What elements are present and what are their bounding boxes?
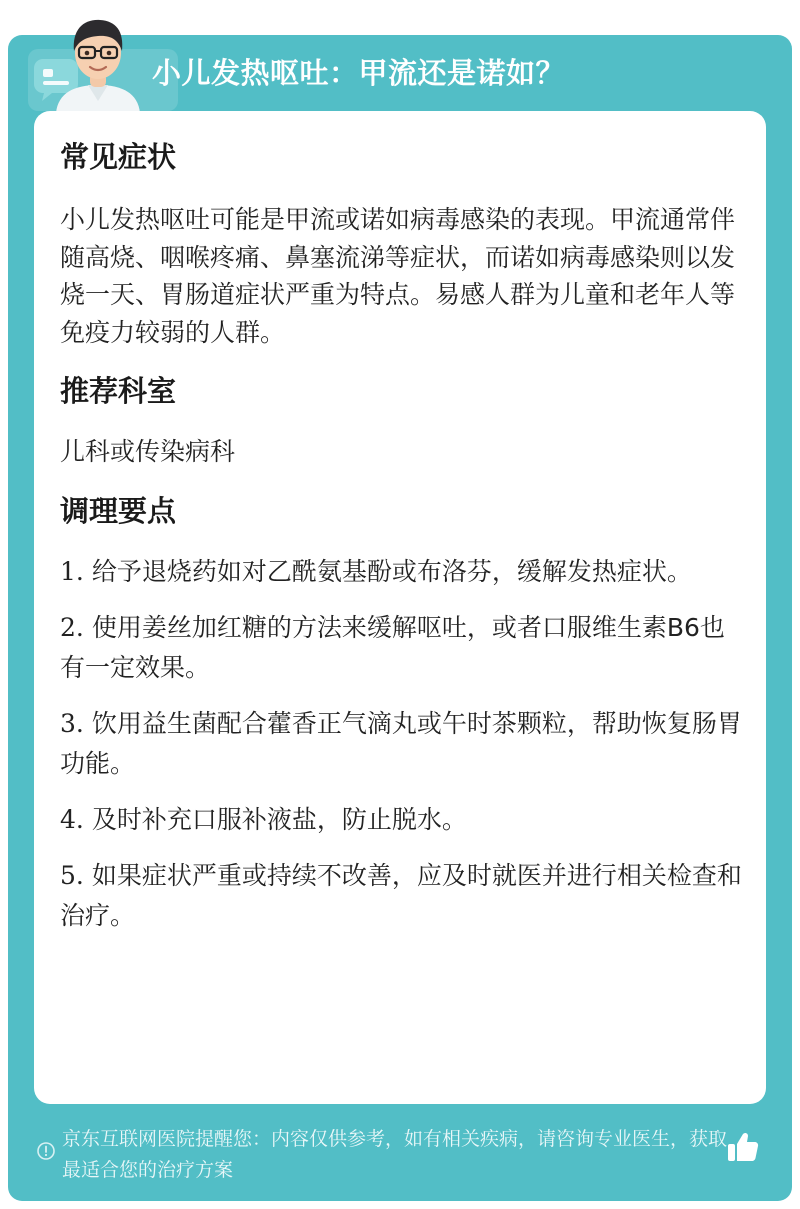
list-number: 3. bbox=[60, 708, 84, 738]
list-item bbox=[60, 704, 746, 784]
list-number: 2. bbox=[60, 612, 84, 642]
doctor-avatar-icon bbox=[50, 9, 146, 113]
list-number: 1. bbox=[60, 556, 84, 586]
thumbs-up-icon[interactable] bbox=[724, 1129, 760, 1165]
answer-card-frame bbox=[8, 35, 792, 1201]
symptoms-text: 小儿发热呕吐可能是甲流或诺如病毒感染的表现。甲流通常伴随高烧、咽喉疼痛、鼻塞流涕等症状，而诺如病毒感染则以发烧一天、胃肠道症状严重为特点。易感人群为儿童和老年人等免疫力较弱的人群。 bbox=[60, 205, 736, 347]
list-text: 使用姜丝加红糖的方法来缓解呕吐，或者口服维生素B6也有一定效果。 bbox=[60, 612, 725, 682]
list-number: 4. bbox=[60, 804, 84, 834]
section-title-care: 调理要点 bbox=[60, 493, 177, 528]
list-item bbox=[60, 800, 746, 840]
page-title: 小儿发热呕吐：甲流还是诺如？ bbox=[152, 56, 566, 90]
list-text: 给予退烧药如对乙酰氨基酚或布洛芬，缓解发热症状。 bbox=[91, 556, 692, 586]
list-text: 及时补充口服补液盐，防止脱水。 bbox=[91, 804, 467, 834]
list-item bbox=[60, 552, 746, 592]
list-item bbox=[60, 608, 746, 688]
content-card bbox=[34, 111, 766, 1104]
info-icon bbox=[36, 1141, 56, 1161]
list-item bbox=[60, 856, 746, 936]
footer bbox=[8, 1113, 792, 1201]
list-text: 饮用益生菌配合藿香正气滴丸或午时茶颗粒，帮助恢复肠胃功能。 bbox=[60, 708, 742, 778]
list-number: 5. bbox=[60, 860, 84, 890]
header bbox=[8, 35, 792, 111]
department-text: 儿科或传染病科 bbox=[60, 437, 236, 466]
section-title-department: 推荐科室 bbox=[60, 374, 177, 408]
content bbox=[60, 135, 746, 936]
list-text: 如果症状严重或持续不改善，应及时就医并进行相关检查和治疗。 bbox=[60, 860, 742, 930]
disclaimer-text: 京东互联网医院提醒您：内容仅供参考，如有相关疾病，请咨询专业医生，获取最适合您的治疗方案 bbox=[62, 1128, 728, 1181]
section-title-symptoms: 常见症状 bbox=[60, 140, 177, 174]
